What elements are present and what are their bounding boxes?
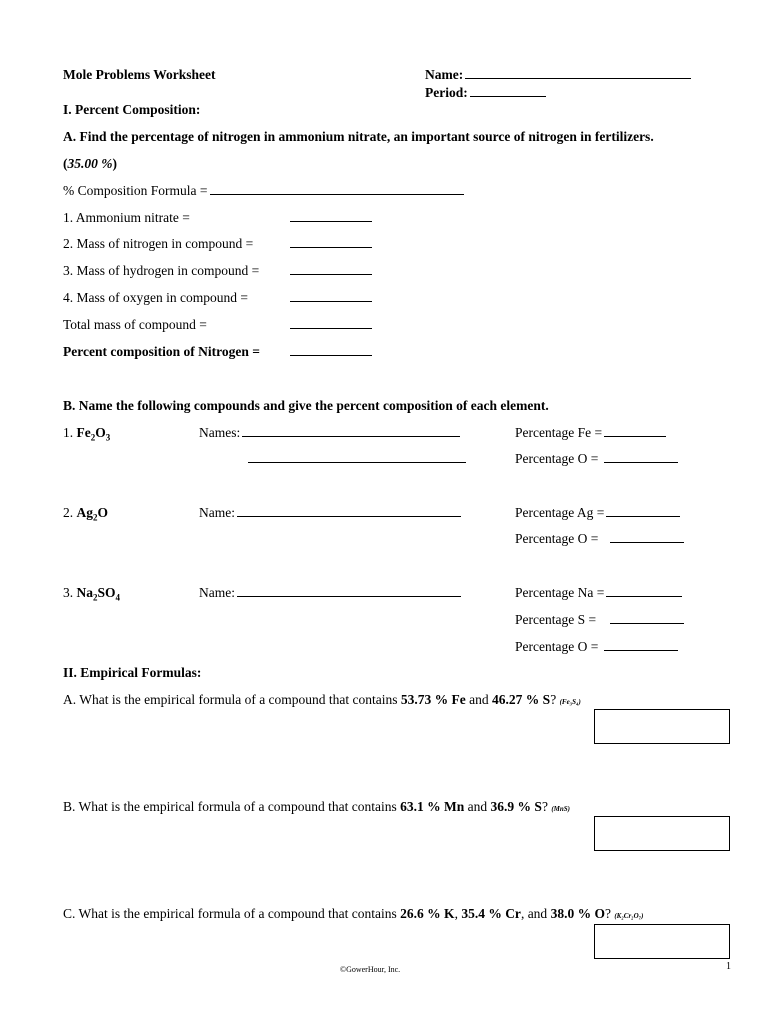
answer-value: 35.00 % [67, 156, 113, 171]
compound-1-formula: 1. $Fe_2O_3$ [63, 425, 111, 443]
step-4-blank[interactable] [290, 291, 372, 305]
compound-2-formula: 2. $Ag_2O$ [63, 505, 109, 523]
compound-1-name-blank[interactable] [242, 435, 460, 437]
total-mass-blank[interactable] [290, 318, 372, 332]
compound-3-name-blank[interactable] [237, 595, 461, 597]
step-3-blank[interactable] [290, 264, 372, 278]
answer-box-c[interactable] [594, 924, 730, 959]
formula-label: % Composition Formula = [63, 183, 208, 198]
names-label: Names: [199, 425, 241, 440]
section-percent-composition-heading: I. Percent Composition: [63, 102, 201, 117]
name-label: Name: [425, 67, 464, 82]
copyright-footer: ©GowerHour, Inc. [340, 965, 401, 974]
compound-1-percent-o[interactable]: Percentage O = [515, 452, 678, 466]
compound-3-percent-o[interactable]: Percentage O = [515, 640, 678, 654]
hint-c: (K₂Cr₂O₇) [614, 912, 644, 920]
step-2-blank[interactable] [290, 237, 372, 251]
step-3-label: 3. Mass of hydrogen in compound = [63, 263, 260, 278]
section-empirical-formulas-heading: II. Empirical Formulas: [63, 665, 202, 680]
period-blank[interactable] [470, 95, 546, 97]
compound-3-formula: 3. $Na_2SO_4$ [63, 585, 121, 603]
worksheet-title: Mole Problems Worksheet [63, 67, 216, 82]
compound-2-name-row[interactable] [199, 506, 461, 520]
compound-3-percent-na[interactable]: Percentage Na = [515, 586, 682, 600]
name-label: Name: [199, 505, 235, 520]
formula-row[interactable] [63, 184, 464, 198]
page-number: 1 [726, 961, 731, 972]
compound-2-name-blank[interactable] [237, 515, 461, 517]
compound-1-names-row[interactable] [199, 426, 460, 440]
empirical-question-a: A. What is the empirical formula of a compound that contains 53.73 % Fe and 46.27 % S? (Fe₃S₄) [63, 692, 581, 707]
period-label: Period: [425, 85, 468, 100]
period-field[interactable] [425, 86, 546, 100]
formula-blank[interactable] [210, 193, 464, 195]
hint-b: (MnS) [551, 805, 570, 813]
percent-nitrogen-label: Percent composition of Nitrogen = [63, 344, 260, 359]
question-a-text: A. Find the percentage of nitrogen in ammonium nitrate, an important source of nitrogen in fertilizers. [63, 129, 654, 144]
total-mass-label: Total mass of compound = [63, 317, 207, 332]
step-1-label: 1. Ammonium nitrate = [63, 210, 190, 225]
answer-box-b[interactable] [594, 816, 730, 851]
name-blank[interactable] [465, 77, 691, 79]
compound-3-percent-s[interactable]: Percentage S = [515, 613, 684, 627]
percent-nitrogen-blank[interactable] [290, 345, 372, 359]
name-label: Name: [199, 585, 235, 600]
compound-2-percent-ag[interactable]: Percentage Ag = [515, 506, 680, 520]
question-b-text: B. Name the following compounds and give the percent composition of each element. [63, 398, 549, 413]
step-1-blank[interactable] [290, 211, 372, 225]
empirical-question-c: C. What is the empirical formula of a compound that contains 26.6 % K, 35.4 % Cr, and 38.0 % O? (K₂Cr₂O₇) [63, 906, 644, 921]
compound-2-percent-o[interactable]: Percentage O = [515, 532, 684, 546]
question-a-answer: (35.00 %) [63, 156, 117, 171]
answer-box-a[interactable] [594, 709, 730, 744]
hint-a: (Fe₃S₄) [559, 698, 581, 706]
name-field[interactable] [425, 68, 691, 82]
compound-1-name-blank-2[interactable] [248, 452, 466, 466]
step-2-label: 2. Mass of nitrogen in compound = [63, 236, 254, 251]
compound-1-percent-fe[interactable]: Percentage Fe = [515, 426, 666, 440]
empirical-question-b: B. What is the empirical formula of a compound that contains 63.1 % Mn and 36.9 % S? (MnS) [63, 799, 570, 814]
step-4-label: 4. Mass of oxygen in compound = [63, 290, 248, 305]
compound-3-name-row[interactable] [199, 586, 461, 600]
